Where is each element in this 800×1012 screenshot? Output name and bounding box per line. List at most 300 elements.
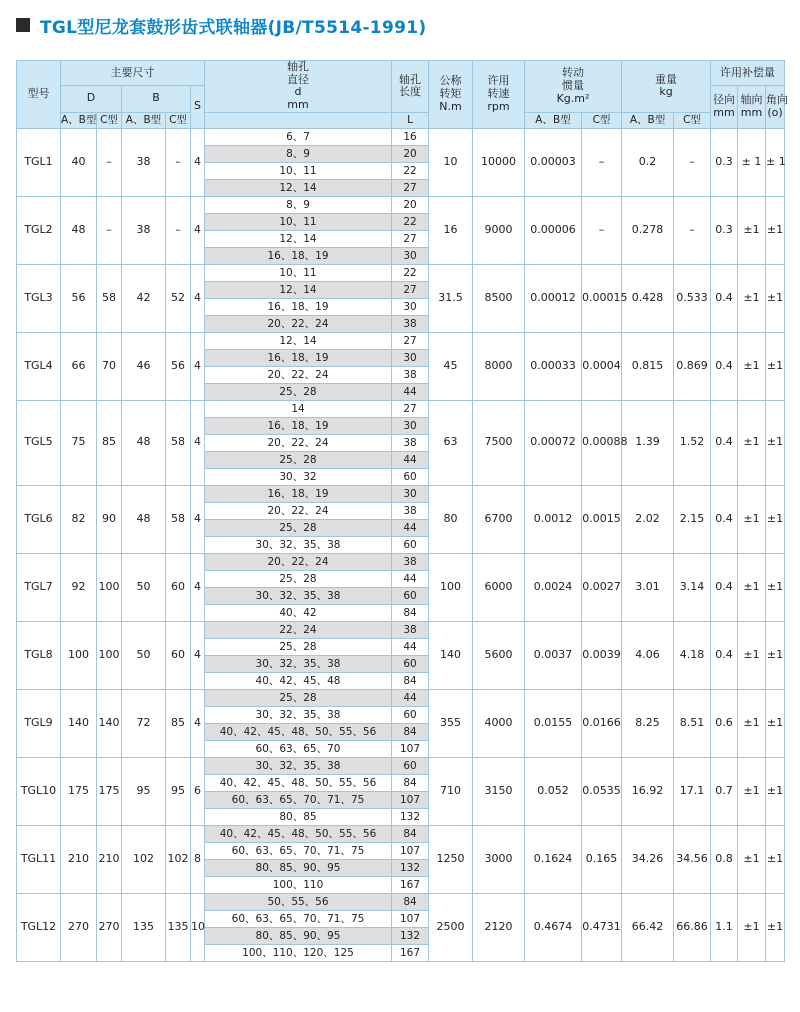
bore-length-cell: 30 [392, 298, 429, 315]
weight-ab-cell: 0.2 [622, 128, 674, 196]
torque-cell: 355 [429, 689, 473, 757]
angular-cell: ±1 [766, 621, 785, 689]
axial-cell: ±1 [738, 264, 766, 332]
title-bar [0, 0, 800, 50]
inertia-c-cell: 0.0039 [582, 621, 622, 689]
bore-diameter-cell: 50、55、56 [205, 893, 392, 910]
bore-length-cell: 22 [392, 162, 429, 179]
bore-diameter-cell: 25、28 [205, 570, 392, 587]
d-c-cell: 90 [97, 485, 122, 553]
bore-length-cell: 38 [392, 366, 429, 383]
inertia-ab-cell: 0.00006 [525, 196, 582, 264]
header-torque: 公称 转矩 N.m [429, 61, 473, 129]
b-ab-cell: 46 [122, 332, 166, 400]
header-D-ab: A、B型 [61, 112, 97, 128]
bore-diameter-cell: 25、28 [205, 689, 392, 706]
header-model: 型号 [17, 61, 61, 129]
bore-diameter-cell: 30、32、35、38 [205, 536, 392, 553]
bore-length-cell: 167 [392, 876, 429, 893]
header-speed: 许用 转速 rpm [473, 61, 525, 129]
radial-cell: 0.4 [711, 621, 738, 689]
b-c-cell: 135 [166, 893, 191, 961]
d-ab-cell: 92 [61, 553, 97, 621]
speed-cell: 9000 [473, 196, 525, 264]
weight-ab-cell: 3.01 [622, 553, 674, 621]
torque-cell: 2500 [429, 893, 473, 961]
axial-cell: ±1 [738, 485, 766, 553]
axial-cell: ±1 [738, 400, 766, 485]
d-ab-cell: 56 [61, 264, 97, 332]
angular-cell: ±1 [766, 689, 785, 757]
radial-cell: 0.4 [711, 332, 738, 400]
bore-diameter-cell: 8、9 [205, 196, 392, 213]
header-B: B [122, 86, 191, 113]
header-D-c: C型 [97, 112, 122, 128]
model-cell: TGL11 [17, 825, 61, 893]
bore-length-cell: 27 [392, 281, 429, 298]
model-cell: TGL3 [17, 264, 61, 332]
header-B-ab: A、B型 [122, 112, 166, 128]
d-c-cell: 100 [97, 553, 122, 621]
bore-diameter-cell: 80、85、90、95 [205, 927, 392, 944]
header-inertia-ab: A、B型 [525, 112, 582, 128]
bore-length-cell: 38 [392, 621, 429, 638]
weight-ab-cell: 0.815 [622, 332, 674, 400]
bore-diameter-cell: 10、11 [205, 162, 392, 179]
weight-ab-cell: 4.06 [622, 621, 674, 689]
speed-cell: 5600 [473, 621, 525, 689]
page-title: TGL型尼龙套鼓形齿式联轴器(JB/T5514-1991) [40, 17, 427, 38]
title-square-icon [16, 18, 30, 32]
model-cell: TGL6 [17, 485, 61, 553]
inertia-c-cell: 0.00088 [582, 400, 622, 485]
header-bore: 轴孔 直径 d mm [205, 61, 392, 113]
radial-cell: 0.8 [711, 825, 738, 893]
b-c-cell: 56 [166, 332, 191, 400]
table-row [17, 825, 785, 842]
weight-c-cell: 66.86 [674, 893, 711, 961]
speed-cell: 7500 [473, 400, 525, 485]
d-c-cell: 210 [97, 825, 122, 893]
bore-length-cell: 60 [392, 655, 429, 672]
bore-diameter-cell: 30、32、35、38 [205, 706, 392, 723]
bore-length-cell: 107 [392, 910, 429, 927]
b-c-cell: 58 [166, 400, 191, 485]
weight-ab-cell: 0.278 [622, 196, 674, 264]
radial-cell: 0.4 [711, 485, 738, 553]
bore-length-cell: 60 [392, 468, 429, 485]
angular-cell: ±1 [766, 757, 785, 825]
bore-length-cell: 60 [392, 536, 429, 553]
model-cell: TGL9 [17, 689, 61, 757]
weight-ab-cell: 2.02 [622, 485, 674, 553]
s-cell: 8 [191, 825, 205, 893]
bore-diameter-cell: 22、24 [205, 621, 392, 638]
d-c-cell: 270 [97, 893, 122, 961]
axial-cell: ±1 [738, 689, 766, 757]
b-c-cell: 85 [166, 689, 191, 757]
d-c-cell: 85 [97, 400, 122, 485]
weight-ab-cell: 34.26 [622, 825, 674, 893]
bore-diameter-cell: 10、11 [205, 264, 392, 281]
bore-length-cell: 30 [392, 247, 429, 264]
radial-cell: 0.4 [711, 264, 738, 332]
bore-length-cell: 38 [392, 502, 429, 519]
weight-c-cell: 4.18 [674, 621, 711, 689]
bore-diameter-cell: 12、14 [205, 179, 392, 196]
bore-diameter-cell: 20、22、24 [205, 434, 392, 451]
speed-cell: 8000 [473, 332, 525, 400]
radial-cell: 1.1 [711, 893, 738, 961]
inertia-c-cell: 0.0004 [582, 332, 622, 400]
bore-diameter-cell: 60、63、65、70、71、75 [205, 910, 392, 927]
inertia-c-cell: – [582, 196, 622, 264]
bore-length-cell: 132 [392, 859, 429, 876]
header-B-c: C型 [166, 112, 191, 128]
model-cell: TGL2 [17, 196, 61, 264]
weight-c-cell: 0.869 [674, 332, 711, 400]
d-ab-cell: 75 [61, 400, 97, 485]
bore-diameter-cell: 80、85 [205, 808, 392, 825]
bore-diameter-cell: 80、85、90、95 [205, 859, 392, 876]
bore-diameter-cell: 40、42、45、48、50、55、56 [205, 723, 392, 740]
bore-diameter-cell: 25、28 [205, 451, 392, 468]
bore-length-cell: 30 [392, 417, 429, 434]
bore-length-cell: 20 [392, 196, 429, 213]
b-c-cell: – [166, 128, 191, 196]
bore-diameter-cell: 8、9 [205, 145, 392, 162]
bore-length-cell: 16 [392, 128, 429, 145]
bore-length-cell: 107 [392, 740, 429, 757]
bore-diameter-cell: 30、32、35、38 [205, 655, 392, 672]
weight-c-cell: 0.533 [674, 264, 711, 332]
bore-diameter-cell: 60、63、65、70、71、75 [205, 791, 392, 808]
table-row [17, 689, 785, 706]
bore-length-cell: 44 [392, 689, 429, 706]
inertia-ab-cell: 0.0037 [525, 621, 582, 689]
inertia-ab-cell: 0.0012 [525, 485, 582, 553]
table-row [17, 128, 785, 145]
b-ab-cell: 48 [122, 400, 166, 485]
table-row [17, 621, 785, 638]
b-c-cell: 52 [166, 264, 191, 332]
torque-cell: 1250 [429, 825, 473, 893]
bore-length-cell: 84 [392, 893, 429, 910]
radial-cell: 0.4 [711, 553, 738, 621]
weight-ab-cell: 0.428 [622, 264, 674, 332]
b-ab-cell: 95 [122, 757, 166, 825]
bore-diameter-cell: 16、18、19 [205, 349, 392, 366]
header-weight-c: C型 [674, 112, 711, 128]
b-c-cell: 95 [166, 757, 191, 825]
s-cell: 4 [191, 621, 205, 689]
d-ab-cell: 270 [61, 893, 97, 961]
d-ab-cell: 82 [61, 485, 97, 553]
speed-cell: 2120 [473, 893, 525, 961]
s-cell: 4 [191, 332, 205, 400]
speed-cell: 3150 [473, 757, 525, 825]
weight-ab-cell: 16.92 [622, 757, 674, 825]
s-cell: 4 [191, 689, 205, 757]
angular-cell: ±1 [766, 332, 785, 400]
bore-diameter-cell: 20、22、24 [205, 502, 392, 519]
bore-diameter-cell: 40、42、45、48、50、55、56 [205, 774, 392, 791]
bore-diameter-cell: 16、18、19 [205, 417, 392, 434]
b-ab-cell: 50 [122, 621, 166, 689]
table-row [17, 264, 785, 281]
weight-ab-cell: 8.25 [622, 689, 674, 757]
s-cell: 4 [191, 553, 205, 621]
weight-c-cell: 34.56 [674, 825, 711, 893]
bore-diameter-cell: 20、22、24 [205, 553, 392, 570]
speed-cell: 4000 [473, 689, 525, 757]
inertia-ab-cell: 0.4674 [525, 893, 582, 961]
b-ab-cell: 38 [122, 196, 166, 264]
bore-length-cell: 132 [392, 808, 429, 825]
d-ab-cell: 210 [61, 825, 97, 893]
d-c-cell: 175 [97, 757, 122, 825]
bore-length-cell: 30 [392, 349, 429, 366]
bore-length-cell: 167 [392, 944, 429, 961]
b-ab-cell: 72 [122, 689, 166, 757]
table-row [17, 893, 785, 910]
axial-cell: ±1 [738, 893, 766, 961]
b-ab-cell: 38 [122, 128, 166, 196]
bore-diameter-cell: 40、42 [205, 604, 392, 621]
b-c-cell: 102 [166, 825, 191, 893]
axial-cell: ±1 [738, 553, 766, 621]
bore-length-cell: 38 [392, 315, 429, 332]
d-ab-cell: 100 [61, 621, 97, 689]
weight-c-cell: 17.1 [674, 757, 711, 825]
header-compensation: 许用补偿量 [711, 61, 785, 86]
header-inertia-c: C型 [582, 112, 622, 128]
torque-cell: 63 [429, 400, 473, 485]
b-ab-cell: 50 [122, 553, 166, 621]
bore-diameter-cell: 14 [205, 400, 392, 417]
radial-cell: 0.4 [711, 400, 738, 485]
bore-length-cell: 44 [392, 638, 429, 655]
angular-cell: ±1 [766, 825, 785, 893]
bore-length-cell: 22 [392, 213, 429, 230]
inertia-c-cell: 0.4731 [582, 893, 622, 961]
bore-length-cell: 60 [392, 706, 429, 723]
radial-cell: 0.3 [711, 196, 738, 264]
table-row [17, 485, 785, 502]
table-row [17, 196, 785, 213]
bore-diameter-cell: 40、42、45、48 [205, 672, 392, 689]
s-cell: 4 [191, 264, 205, 332]
bore-length-cell: 107 [392, 842, 429, 859]
header-weight: 重量 kg [622, 61, 711, 113]
d-ab-cell: 48 [61, 196, 97, 264]
b-ab-cell: 42 [122, 264, 166, 332]
model-cell: TGL7 [17, 553, 61, 621]
spec-table-body [17, 128, 785, 961]
header-length: 轴孔 长度 [392, 61, 429, 113]
bore-diameter-cell: 20、22、24 [205, 366, 392, 383]
b-c-cell: 58 [166, 485, 191, 553]
model-cell: TGL1 [17, 128, 61, 196]
torque-cell: 710 [429, 757, 473, 825]
axial-cell: ±1 [738, 825, 766, 893]
bore-length-cell: 44 [392, 451, 429, 468]
inertia-c-cell: 0.0535 [582, 757, 622, 825]
axial-cell: ±1 [738, 621, 766, 689]
inertia-c-cell: 0.0027 [582, 553, 622, 621]
header-main-dims: 主要尺寸 [61, 61, 205, 86]
bore-diameter-cell: 30、32、35、38 [205, 587, 392, 604]
weight-c-cell: 1.52 [674, 400, 711, 485]
s-cell: 4 [191, 196, 205, 264]
torque-cell: 31.5 [429, 264, 473, 332]
bore-diameter-cell: 6、7 [205, 128, 392, 145]
radial-cell: 0.6 [711, 689, 738, 757]
weight-ab-cell: 1.39 [622, 400, 674, 485]
angular-cell: ±1 [766, 553, 785, 621]
bore-diameter-cell: 60、63、65、70、71、75 [205, 842, 392, 859]
weight-ab-cell: 66.42 [622, 893, 674, 961]
torque-cell: 80 [429, 485, 473, 553]
inertia-ab-cell: 0.00003 [525, 128, 582, 196]
d-c-cell: 70 [97, 332, 122, 400]
inertia-ab-cell: 0.00033 [525, 332, 582, 400]
bore-length-cell: 84 [392, 672, 429, 689]
torque-cell: 16 [429, 196, 473, 264]
weight-c-cell: 8.51 [674, 689, 711, 757]
b-ab-cell: 102 [122, 825, 166, 893]
d-c-cell: 140 [97, 689, 122, 757]
inertia-c-cell: 0.0166 [582, 689, 622, 757]
model-cell: TGL8 [17, 621, 61, 689]
angular-cell: ±1 [766, 400, 785, 485]
axial-cell: ±1 [738, 332, 766, 400]
axial-cell: ±1 [738, 196, 766, 264]
speed-cell: 6700 [473, 485, 525, 553]
bore-diameter-cell: 16、18、19 [205, 485, 392, 502]
b-c-cell: 60 [166, 553, 191, 621]
angular-cell: ± 1 [766, 128, 785, 196]
inertia-ab-cell: 0.00012 [525, 264, 582, 332]
inertia-c-cell: 0.00015 [582, 264, 622, 332]
header-S: S [191, 86, 205, 129]
inertia-c-cell: 0.0015 [582, 485, 622, 553]
header-angular: 角向 (o) [766, 86, 785, 129]
bore-length-cell: 27 [392, 179, 429, 196]
speed-cell: 6000 [473, 553, 525, 621]
header-axial: 轴向 mm [738, 86, 766, 129]
torque-cell: 45 [429, 332, 473, 400]
angular-cell: ±1 [766, 264, 785, 332]
d-c-cell: – [97, 196, 122, 264]
torque-cell: 140 [429, 621, 473, 689]
angular-cell: ±1 [766, 893, 785, 961]
inertia-ab-cell: 0.1624 [525, 825, 582, 893]
bore-length-cell: 27 [392, 230, 429, 247]
d-ab-cell: 40 [61, 128, 97, 196]
model-cell: TGL4 [17, 332, 61, 400]
bore-length-cell: 30 [392, 485, 429, 502]
s-cell: 4 [191, 485, 205, 553]
bore-length-cell: 20 [392, 145, 429, 162]
bore-diameter-cell: 10、11 [205, 213, 392, 230]
bore-length-cell: 84 [392, 774, 429, 791]
angular-cell: ±1 [766, 485, 785, 553]
header-L: L [392, 112, 429, 128]
b-c-cell: – [166, 196, 191, 264]
bore-length-cell: 44 [392, 383, 429, 400]
model-cell: TGL12 [17, 893, 61, 961]
s-cell: 4 [191, 400, 205, 485]
speed-cell: 10000 [473, 128, 525, 196]
bore-length-cell: 84 [392, 825, 429, 842]
speed-cell: 8500 [473, 264, 525, 332]
inertia-ab-cell: 0.052 [525, 757, 582, 825]
bore-diameter-cell: 100、110、120、125 [205, 944, 392, 961]
bore-diameter-cell: 30、32、35、38 [205, 757, 392, 774]
header-bore-empty [205, 112, 392, 128]
bore-diameter-cell: 16、18、19 [205, 298, 392, 315]
d-ab-cell: 66 [61, 332, 97, 400]
bore-diameter-cell: 20、22、24 [205, 315, 392, 332]
bore-length-cell: 27 [392, 400, 429, 417]
bore-length-cell: 44 [392, 570, 429, 587]
speed-cell: 3000 [473, 825, 525, 893]
bore-diameter-cell: 16、18、19 [205, 247, 392, 264]
bore-diameter-cell: 25、28 [205, 638, 392, 655]
table-row [17, 400, 785, 417]
weight-c-cell: 2.15 [674, 485, 711, 553]
inertia-c-cell: – [582, 128, 622, 196]
inertia-ab-cell: 0.0155 [525, 689, 582, 757]
bore-diameter-cell: 60、63、65、70 [205, 740, 392, 757]
model-cell: TGL5 [17, 400, 61, 485]
spec-table [16, 60, 789, 962]
bore-length-cell: 44 [392, 519, 429, 536]
torque-cell: 100 [429, 553, 473, 621]
bore-length-cell: 22 [392, 264, 429, 281]
header-radial: 径向 mm [711, 86, 738, 129]
bore-length-cell: 132 [392, 927, 429, 944]
bore-length-cell: 38 [392, 434, 429, 451]
b-ab-cell: 135 [122, 893, 166, 961]
s-cell: 10 [191, 893, 205, 961]
s-cell: 4 [191, 128, 205, 196]
table-row [17, 757, 785, 774]
bore-length-cell: 27 [392, 332, 429, 349]
angular-cell: ±1 [766, 196, 785, 264]
axial-cell: ± 1 [738, 128, 766, 196]
s-cell: 6 [191, 757, 205, 825]
inertia-ab-cell: 0.0024 [525, 553, 582, 621]
bore-diameter-cell: 12、14 [205, 332, 392, 349]
torque-cell: 10 [429, 128, 473, 196]
header-inertia: 转动 惯量 Kg.m² [525, 61, 622, 113]
bore-diameter-cell: 25、28 [205, 519, 392, 536]
header-D: D [61, 86, 122, 113]
radial-cell: 0.3 [711, 128, 738, 196]
inertia-c-cell: 0.165 [582, 825, 622, 893]
bore-diameter-cell: 12、14 [205, 281, 392, 298]
table-row [17, 332, 785, 349]
inertia-ab-cell: 0.00072 [525, 400, 582, 485]
bore-length-cell: 38 [392, 553, 429, 570]
bore-length-cell: 84 [392, 723, 429, 740]
bore-diameter-cell: 100、110 [205, 876, 392, 893]
weight-c-cell: – [674, 128, 711, 196]
header-weight-ab: A、B型 [622, 112, 674, 128]
bore-diameter-cell: 40、42、45、48、50、55、56 [205, 825, 392, 842]
